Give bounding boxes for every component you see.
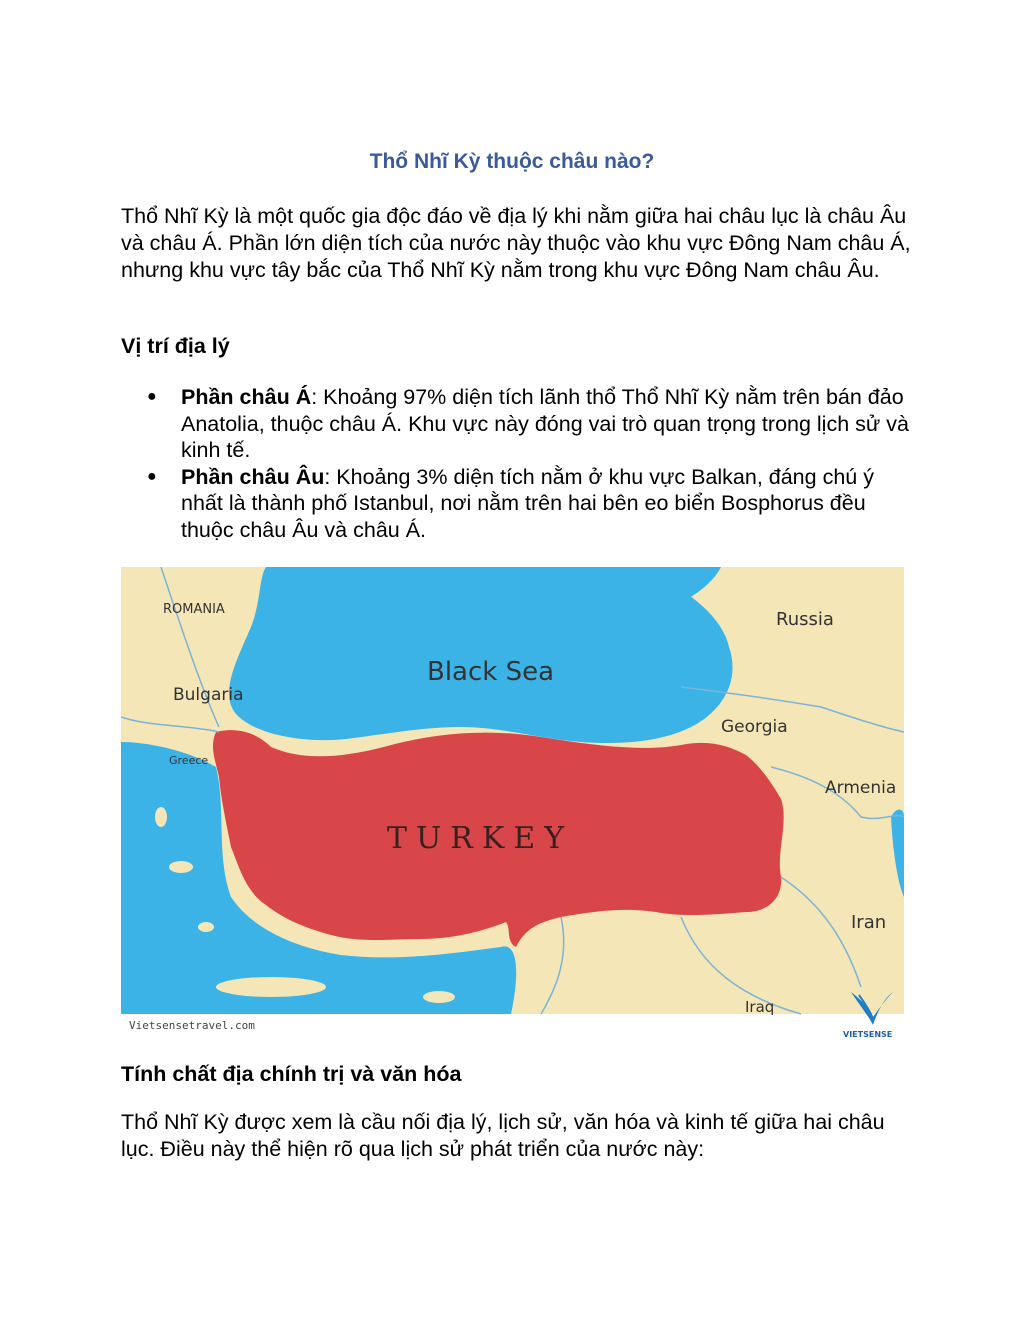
label-iraq: Iraq — [745, 998, 775, 1016]
bullet-bold-label: Phần châu Âu — [181, 464, 325, 489]
label-georgia: Georgia — [721, 717, 788, 737]
label-bulgaria: Bulgaria — [173, 685, 244, 705]
location-bullet-list — [121, 384, 921, 543]
section-heading-location: Vị trí địa lý — [121, 334, 230, 358]
bullet-bold-label: Phần châu Á — [181, 385, 312, 409]
label-romania: ROMANIA — [163, 602, 225, 617]
label-armenia: Armenia — [825, 778, 897, 798]
geopolitics-paragraph: Thổ Nhĩ Kỳ được xem là cầu nối địa lý, lịch sử, văn hóa và kinh tế giữa hai châu lục. Điều này thể hiện rõ qua lịch sử phát triển của nước này: — [121, 1110, 885, 1161]
intro-paragraph: Thổ Nhĩ Kỳ là một quốc gia độc đáo về địa lý khi nằm giữa hai châu lục là châu Âu và châu Á. Phần lớn diện tích của nước này thuộc vào khu vực Đông Nam châu Á, nhưng khu vực tây bắc của Thổ Nhĩ Kỳ nằm trong khu vực Đông Nam châu Âu. — [121, 204, 911, 282]
bullet-text: : Khoảng 97% diện tích lãnh thổ Thổ Nhĩ Kỳ nằm trên bán đảo Anatolia, thuộc châu Á. Khu vực này đóng vai trò quan trọng trong lịch sử và kinh tế. — [181, 385, 909, 462]
list-item — [121, 464, 921, 544]
section-heading-geopolitics: Tính chất địa chính trị và văn hóa — [121, 1062, 462, 1086]
vietsense-logo-text: VIETSENSE — [843, 1030, 893, 1039]
page-title: Thổ Nhĩ Kỳ thuộc châu nào? — [369, 150, 655, 173]
list-item — [121, 384, 921, 464]
map-credit: Vietsensetravel.com — [129, 1019, 255, 1032]
turkey-map-image — [121, 567, 904, 1040]
bullet-icon: ● — [147, 388, 157, 405]
label-russia: Russia — [776, 609, 834, 630]
label-black-sea: Black Sea — [427, 657, 555, 687]
label-turkey: TURKEY — [387, 821, 573, 856]
bullet-text: : Khoảng 3% diện tích nằm ở khu vực Balkan, đáng chú ý nhất là thành phố Istanbul, nơi nằm trên hai bên eo biển Bosphorus đều thuộc châu Âu và châu Á. — [181, 464, 874, 542]
bullet-icon: ● — [147, 467, 157, 485]
label-iran: Iran — [851, 912, 887, 933]
label-greece: Greece — [169, 754, 209, 767]
